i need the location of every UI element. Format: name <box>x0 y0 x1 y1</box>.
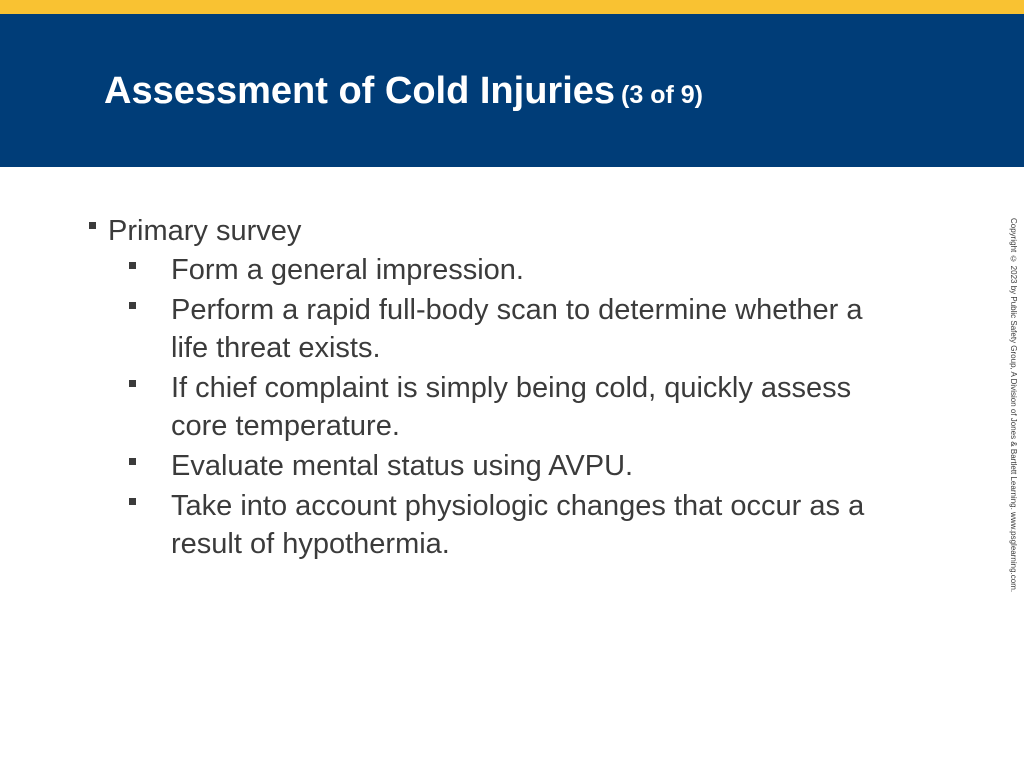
square-bullet-icon <box>129 302 136 309</box>
square-bullet-icon <box>129 262 136 269</box>
level1-item <box>86 212 956 250</box>
list-item-text: Form a general impression. <box>171 254 524 286</box>
list-item-text: Take into account physiologic changes that occur as a result of hypothermia. <box>171 490 865 560</box>
slide-title-text: Assessment of Cold Injuries <box>104 70 616 112</box>
top-accent-stripe <box>0 0 1024 14</box>
list-item-text: Perform a rapid full-body scan to determine whether a life threat exists. <box>171 294 863 364</box>
list-item <box>86 369 871 445</box>
square-bullet-icon <box>89 222 96 229</box>
list-item <box>86 251 871 289</box>
square-bullet-icon <box>129 498 136 505</box>
copyright-notice: Copyright © 2023 by Public Safety Group, A Division of Jones & Bartlett Learning. www.psglearning.com. <box>1009 218 1018 593</box>
list-item <box>86 487 871 563</box>
level1-text: Primary survey <box>108 215 302 247</box>
slide-body <box>86 212 956 565</box>
square-bullet-icon <box>129 380 136 387</box>
list-item <box>86 447 871 485</box>
slide-title <box>104 68 703 118</box>
sub-bullet-list <box>86 251 956 563</box>
slide-title-suffix: (3 of 9) <box>621 81 703 109</box>
square-bullet-icon <box>129 458 136 465</box>
list-item <box>86 291 871 367</box>
list-item-text: If chief complaint is simply being cold, quickly assess core temperature. <box>171 372 852 442</box>
list-item-text: Evaluate mental status using AVPU. <box>171 450 634 482</box>
